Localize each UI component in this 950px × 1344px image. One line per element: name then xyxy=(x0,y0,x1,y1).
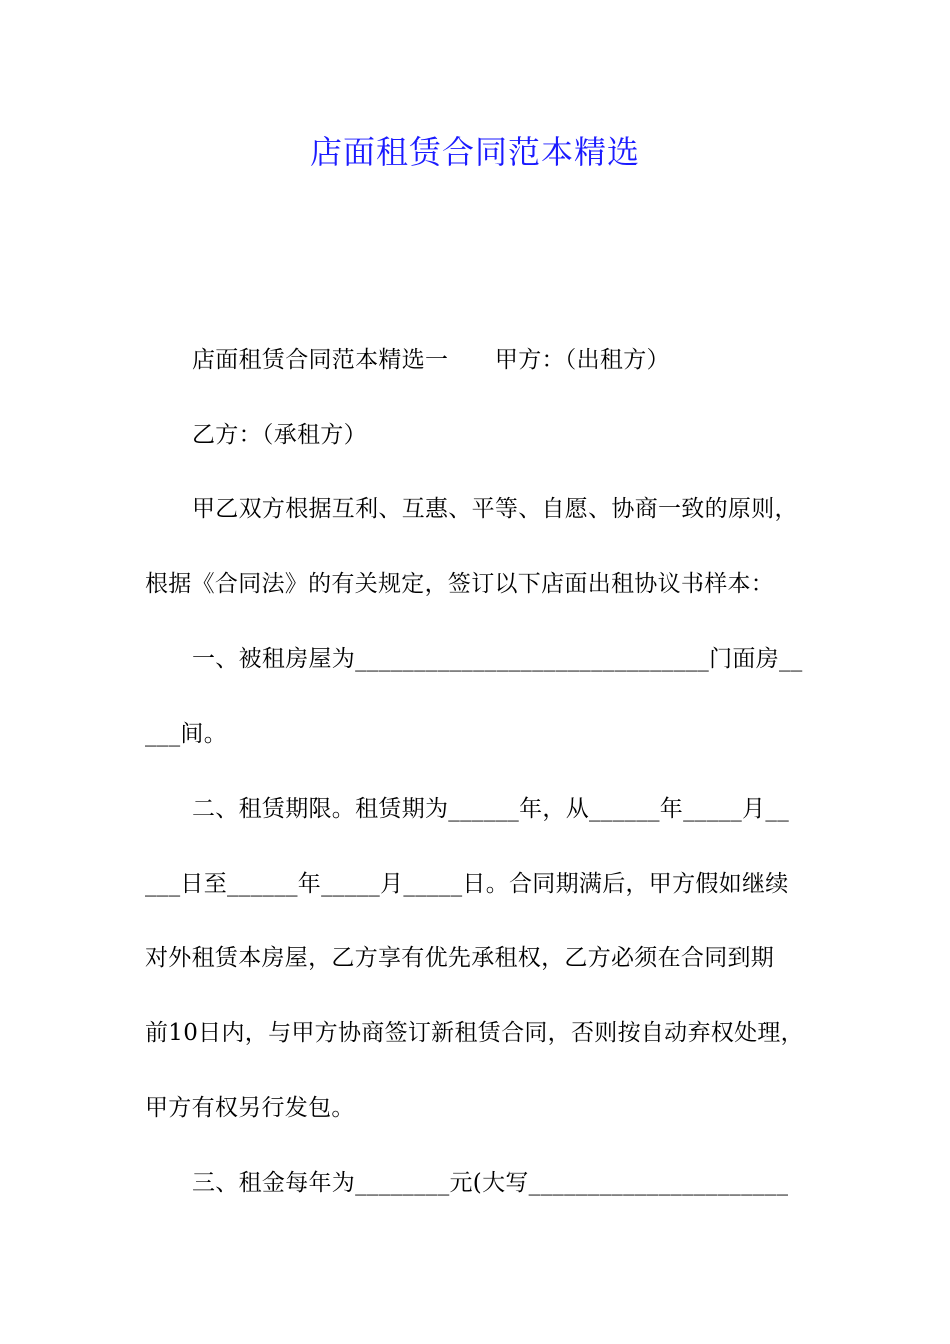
paragraph-line-clause-3: 三、租金每年为________元(大写______________________ xyxy=(192,1170,789,1196)
paragraph-line-clause-2-cont-4: 甲方有权另行发包。 xyxy=(145,1095,355,1121)
paragraph-line-clause-2-cont-1: ___日至______年_____月_____日。合同期满后，甲方假如继续 xyxy=(145,871,789,897)
paragraph-line-clause-2-cont-3: 前10日内，与甲方协商签订新租赁合同，否则按自动弃权处理， xyxy=(145,1020,804,1046)
paragraph-line-clause-1-cont: ___间。 xyxy=(145,721,227,747)
paragraph-line-principles-cont: 根据《合同法》的有关规定，签订以下店面出租协议书样本： xyxy=(145,571,775,597)
paragraph-line-parties-a: 店面租赁合同范本精选一 甲方：（出租方） xyxy=(192,347,670,373)
paragraph-line-principles: 甲乙双方根据互利、互惠、平等、自愿、协商一致的原则， xyxy=(192,496,798,522)
paragraph-line-parties-b: 乙方：（承租方） xyxy=(192,422,367,448)
paragraph-line-clause-1: 一、被租房屋为______________________________门面房__ xyxy=(192,646,803,672)
paragraph-line-clause-2: 二、租赁期限。租赁期为______年，从______年_____月__ xyxy=(192,796,789,822)
document-title: 店面租赁合同范本精选 xyxy=(309,133,640,171)
paragraph-line-clause-2-cont-2: 对外租赁本房屋，乙方享有优先承租权，乙方必须在合同到期 xyxy=(145,945,775,971)
